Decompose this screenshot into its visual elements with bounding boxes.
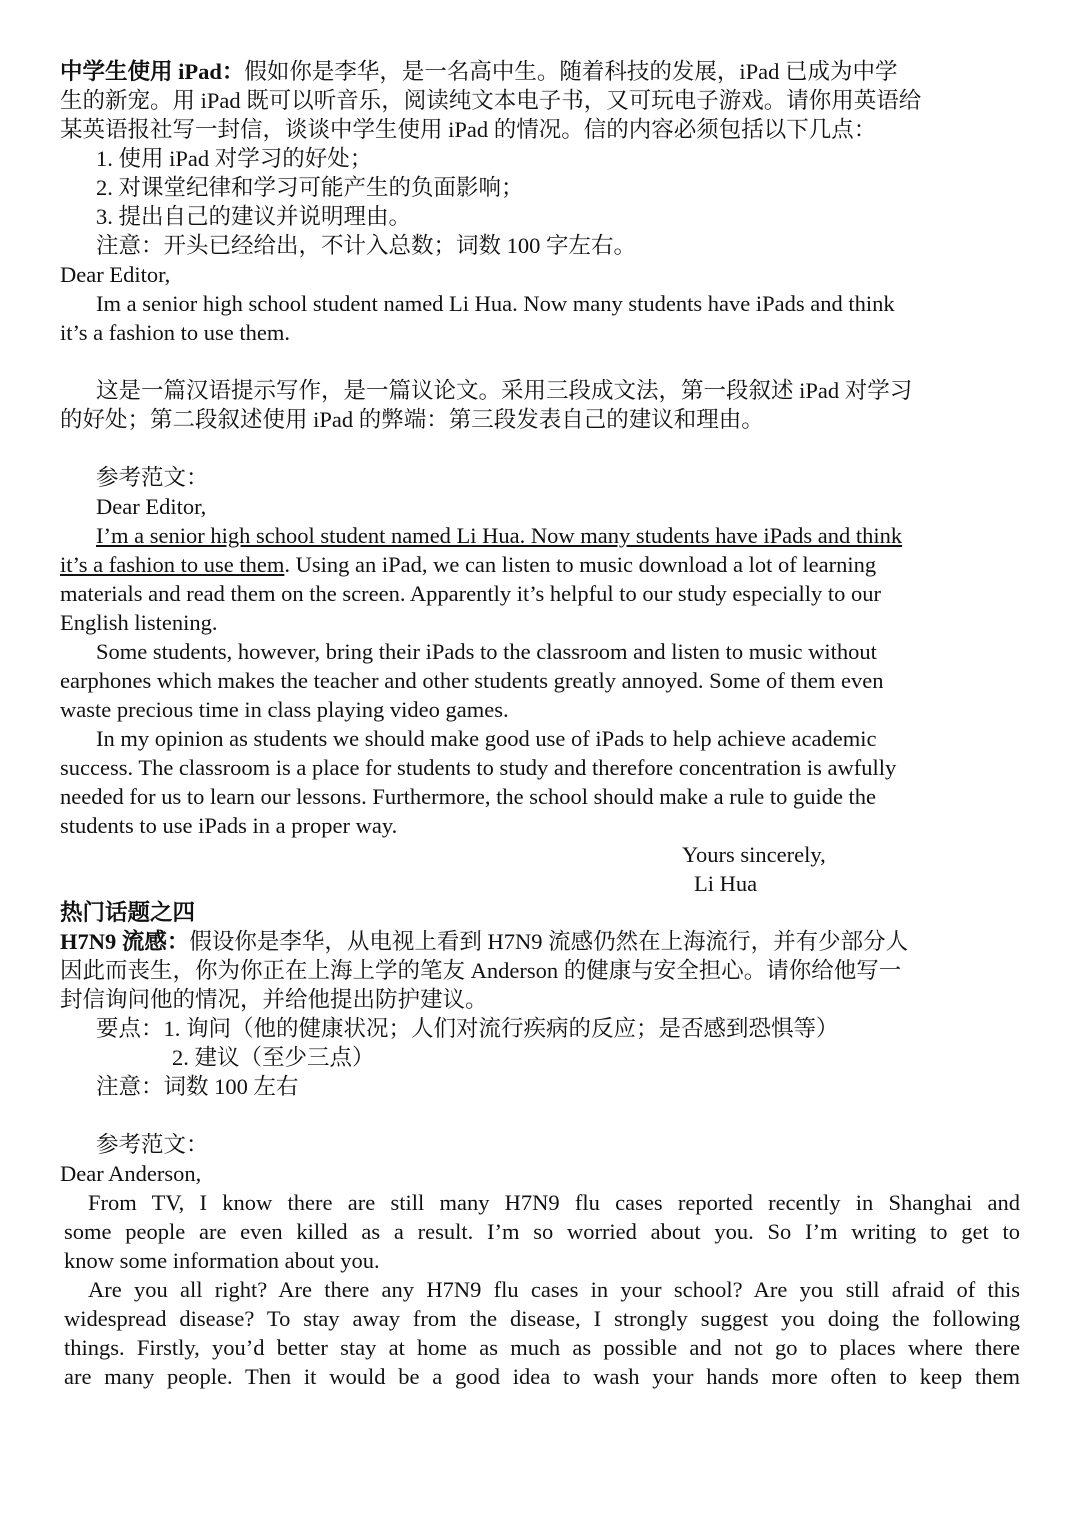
sample-paragraph-2: earphones which makes the teacher and other students greatly annoyed. Some of them even: [60, 668, 884, 693]
sample-paragraph-2: waste precious time in class playing video games.: [60, 697, 509, 722]
paragraph-text: From TV, I know there are still many H7N9 flu cases reported recently in Shanghai and: [88, 1190, 1020, 1215]
requirement-note: 注意：开头已经给出，不计入总数；词数 100 字左右。: [96, 233, 637, 258]
paragraph-text: some people are even killed as a result. I’m so worried about you. So I’m writing to get to: [64, 1219, 1020, 1244]
sample-paragraph-3: In my opinion as students we should make good use of iPads to help achieve academic: [96, 726, 877, 751]
paragraph-text: Are you all right? Are there any H7N9 flu cases in your school? Are you still afraid of this: [88, 1277, 1020, 1302]
letter-opening: Im a senior high school student named Li Hua. Now many students have iPads and think: [96, 291, 895, 316]
prompt-line-3: 某英语报社写一封信，谈谈中学生使用 iPad 的情况。信的内容必须包括以下几点：: [60, 117, 877, 142]
letter-salutation: Dear Editor,: [60, 262, 171, 287]
paragraph-text: things. Firstly, you’d better stay at home as much as possible and not go to places where there: [64, 1335, 1020, 1360]
points-label: 要点：: [96, 1016, 164, 1041]
spacer: [60, 434, 1020, 463]
prompt-line-2: 因此而丧生，你为你正在上海上学的笔友 Anderson 的健康与安全担心。请你给他写一: [60, 958, 902, 983]
point-text: 1. 询问（他的健康状况；人们对流行疾病的反应；是否感到恐惧等）: [163, 1016, 839, 1041]
sample-paragraph-2: [60, 1362, 1020, 1391]
analysis-text: 这是一篇汉语提示写作，是一篇议论文。采用三段成文法，第一段叙述 iPad 对学习: [96, 378, 913, 403]
given-opening-text: I’m a senior high school student named Li Hua. Now many students have iPads and think: [96, 523, 903, 548]
prompt-heading: H7N9 流感：: [60, 929, 190, 954]
sample-paragraph-1: know some information about you.: [64, 1248, 380, 1273]
analysis-text: 的好处；第二段叙述使用 iPad 的弊端：第三段发表自己的建议和理由。: [60, 407, 764, 432]
requirement-point: [60, 1014, 1020, 1043]
sample-paragraph-1: [60, 1188, 1020, 1217]
sample-paragraph-2: [60, 1304, 1020, 1333]
sample-paragraph-1: [60, 550, 1020, 579]
sample-paragraph-3: success. The classroom is a place for students to study and therefore concentration is awfully: [60, 755, 897, 780]
paragraph-text: are many people. Then it would be a good idea to wash your hands more often to keep them: [64, 1364, 1020, 1389]
requirement-point: 2. 建议（至少三点）: [172, 1045, 375, 1070]
sample-paragraph-2: [60, 1275, 1020, 1304]
sample-salutation: Dear Editor,: [96, 494, 207, 519]
prompt-text: 假设你是李华，从电视上看到 H7N9 流感仍然在上海流行，并有少部分人: [189, 929, 909, 954]
prompt-line-1: [60, 927, 1020, 956]
prompt-line-1: [60, 57, 1020, 86]
letter-salutation: Dear Anderson,: [60, 1161, 202, 1186]
paragraph-text: . Using an iPad, we can listen to music download a lot of learning: [284, 552, 877, 577]
sample-label: 参考范文：: [96, 1132, 209, 1157]
sample-paragraph-3: students to use iPads in a proper way.: [60, 813, 398, 838]
prompt-line-2: 生的新宠。用 iPad 既可以听音乐，阅读纯文本电子书，又可玩电子游戏。请你用英语给: [60, 88, 922, 113]
topic-heading: 热门话题之四: [60, 900, 196, 925]
prompt-heading: 中学生使用 iPad：: [60, 59, 245, 84]
sample-paragraph-1: materials and read them on the screen. Apparently it’s helpful to our study especially to our: [60, 581, 882, 606]
sample-paragraph-3: needed for us to learn our lessons. Furthermore, the school should make a rule to guide the: [60, 784, 877, 809]
prompt-line-3: 封信询问他的情况，并给他提出防护建议。: [60, 987, 488, 1012]
sample-paragraph-2: Some students, however, bring their iPads to the classroom and listen to music without: [96, 639, 877, 664]
sample-label: 参考范文：: [96, 465, 209, 490]
paragraph-text: widespread disease? To stay away from the disease, I strongly suggest you doing the following: [64, 1306, 1020, 1331]
sample-paragraph-1: [60, 1217, 1020, 1246]
spacer: [60, 1101, 1020, 1130]
spacer: [60, 347, 1020, 376]
document-page: [60, 57, 1020, 1391]
letter-opening: it’s a fashion to use them.: [60, 320, 290, 345]
letter-closing: Yours sincerely,: [682, 842, 826, 867]
sample-paragraph-1: English listening.: [60, 610, 218, 635]
prompt-text: 假如你是李华，是一名高中生。随着科技的发展，iPad 已成为中学: [244, 59, 898, 84]
letter-signature: Li Hua: [694, 871, 758, 896]
sample-paragraph-2: [60, 1333, 1020, 1362]
sample-paragraph-1: [60, 521, 1020, 550]
requirement-point: 1. 使用 iPad 对学习的好处；: [96, 146, 373, 171]
requirement-point: 2. 对课堂纪律和学习可能产生的负面影响；: [96, 175, 524, 200]
requirement-point: 3. 提出自己的建议并说明理由。: [96, 204, 412, 229]
given-opening-text: it’s a fashion to use them: [60, 552, 285, 577]
requirement-note: 注意：词数 100 左右: [96, 1074, 299, 1099]
